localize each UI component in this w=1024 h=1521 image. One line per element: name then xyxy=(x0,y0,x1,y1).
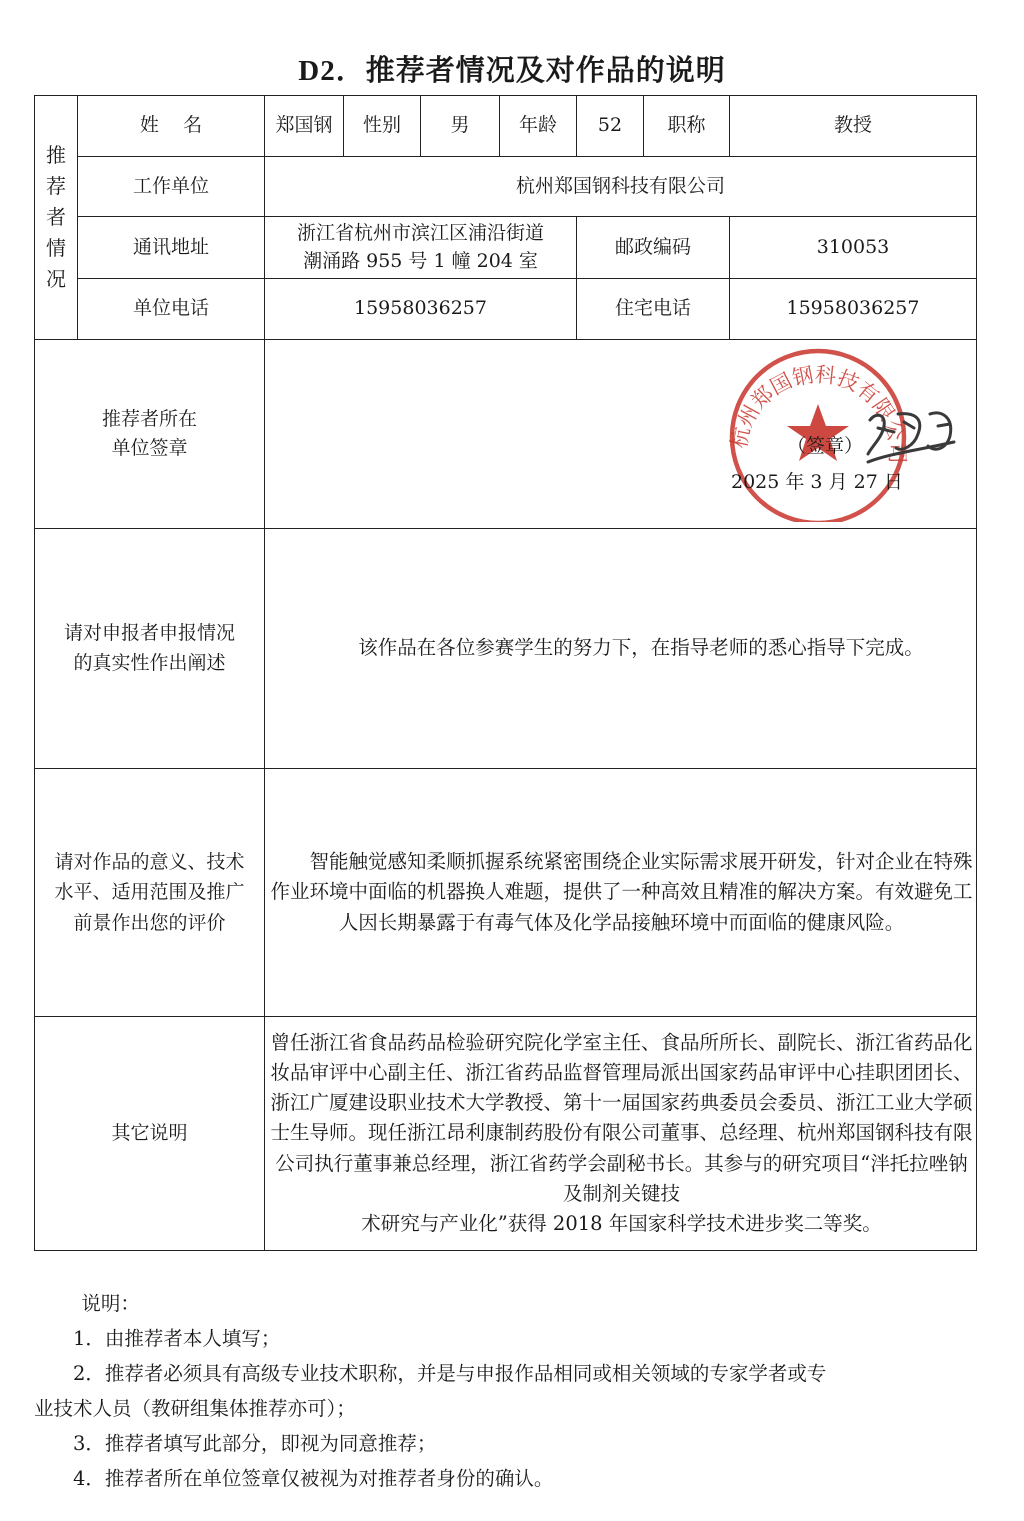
authenticity-statement[interactable]: 该作品在各位参赛学生的努力下，在指导老师的悉心指导下完成。 xyxy=(265,529,977,769)
note-item-1: 1．由推荐者本人填写； xyxy=(73,1327,281,1350)
note-item-2-cont: 业技术人员（教研组集体推荐亦可）； xyxy=(34,1397,356,1420)
notes-section xyxy=(34,1286,984,1496)
name-label: 姓 名 xyxy=(78,96,265,157)
address-label: 通讯地址 xyxy=(78,217,265,279)
gender-label: 性别 xyxy=(344,96,421,157)
other-notes-text-last: 术研究与产业化”获得 2018 年国家科学技术进步奖二等奖。 xyxy=(361,1212,882,1236)
work-unit-label: 工作单位 xyxy=(78,157,265,217)
home-phone-value[interactable]: 15958036257 xyxy=(730,279,977,340)
seal-area[interactable] xyxy=(265,340,977,529)
sign-label: （签章） xyxy=(787,435,864,457)
name-value[interactable]: 郑国钢 xyxy=(265,96,344,157)
note-item-4: 4．推荐者所在单位签章仅被视为对推荐者身份的确认。 xyxy=(73,1467,554,1490)
authenticity-label: 请对申报者申报情况 的真实性作出阐述 xyxy=(35,529,265,769)
evaluation-statement[interactable]: 智能触觉感知柔顺抓握系统紧密围绕企业实际需求展开研发，针对企业在特殊作业环境中面临的机器换人难题，提供了一种高效且精准的解决方案。有效避免工人因长期暴露于有毒气体及化学品接触环境中而面临的健康风险。 xyxy=(265,769,977,1017)
seal-arc-text: 杭州郑国钢科技有限公司 xyxy=(726,362,910,464)
seal-row-label: 推荐者所在 单位签章 xyxy=(35,340,265,529)
note-item-2: 2．推荐者必须具有高级专业技术职称，并是与申报作品相同或相关领域的专家学者或专 xyxy=(73,1362,827,1385)
job-title-value[interactable]: 教授 xyxy=(730,96,977,157)
gender-value[interactable]: 男 xyxy=(421,96,500,157)
recommender-section-label: 推 荐 者 情 况 xyxy=(35,96,78,340)
note-item-3: 3．推荐者填写此部分，即视为同意推荐； xyxy=(73,1432,437,1455)
age-value[interactable]: 52 xyxy=(577,96,644,157)
office-phone-label: 单位电话 xyxy=(78,279,265,340)
home-phone-label: 住宅电话 xyxy=(577,279,730,340)
age-label: 年龄 xyxy=(500,96,577,157)
other-notes-statement[interactable] xyxy=(265,1017,977,1251)
work-unit-value[interactable]: 杭州郑国钢科技有限公司 xyxy=(265,157,977,217)
address-line-2: 潮涌路 955 号 1 幢 204 室 xyxy=(303,249,538,272)
notes-heading: 说明： xyxy=(81,1292,140,1315)
address-line-1: 浙江省杭州市滨江区浦沿街道 xyxy=(296,221,544,244)
postcode-label: 邮政编码 xyxy=(577,217,730,279)
other-notes-text: 曾任浙江省食品药品检验研究院化学室主任、食品所所长、副院长、浙江省药品化妆品审评中心副主任、浙江省药品监督管理局派出国家药品审评中心挂职团团长、浙江广厦建设职业技术大学教授、第十一届国家药典委员会委员、浙江工业大学硕士生导师。现任浙江昂利康制药股份有限公司董事、总经理、杭州郑国钢科技有限公司执行董事兼总经理，浙江省药学会副秘书长。其参与的研究项目“泮托拉唑钠及制剂关键技 xyxy=(270,1030,973,1205)
address-value[interactable] xyxy=(265,217,577,279)
other-notes-label: 其它说明 xyxy=(35,1017,265,1251)
evaluation-label: 请对作品的意义、技术 水平、适用范围及推广 前景作出您的评价 xyxy=(35,769,265,1017)
recommender-form-table xyxy=(34,95,977,1251)
job-title-label: 职称 xyxy=(644,96,730,157)
sign-date: 2025 年 3 月 27 日 xyxy=(731,471,903,493)
office-phone-value[interactable]: 15958036257 xyxy=(265,279,577,340)
postcode-value[interactable]: 310053 xyxy=(730,217,977,279)
page-title: D2．推荐者情况及对作品的说明 xyxy=(298,55,726,87)
